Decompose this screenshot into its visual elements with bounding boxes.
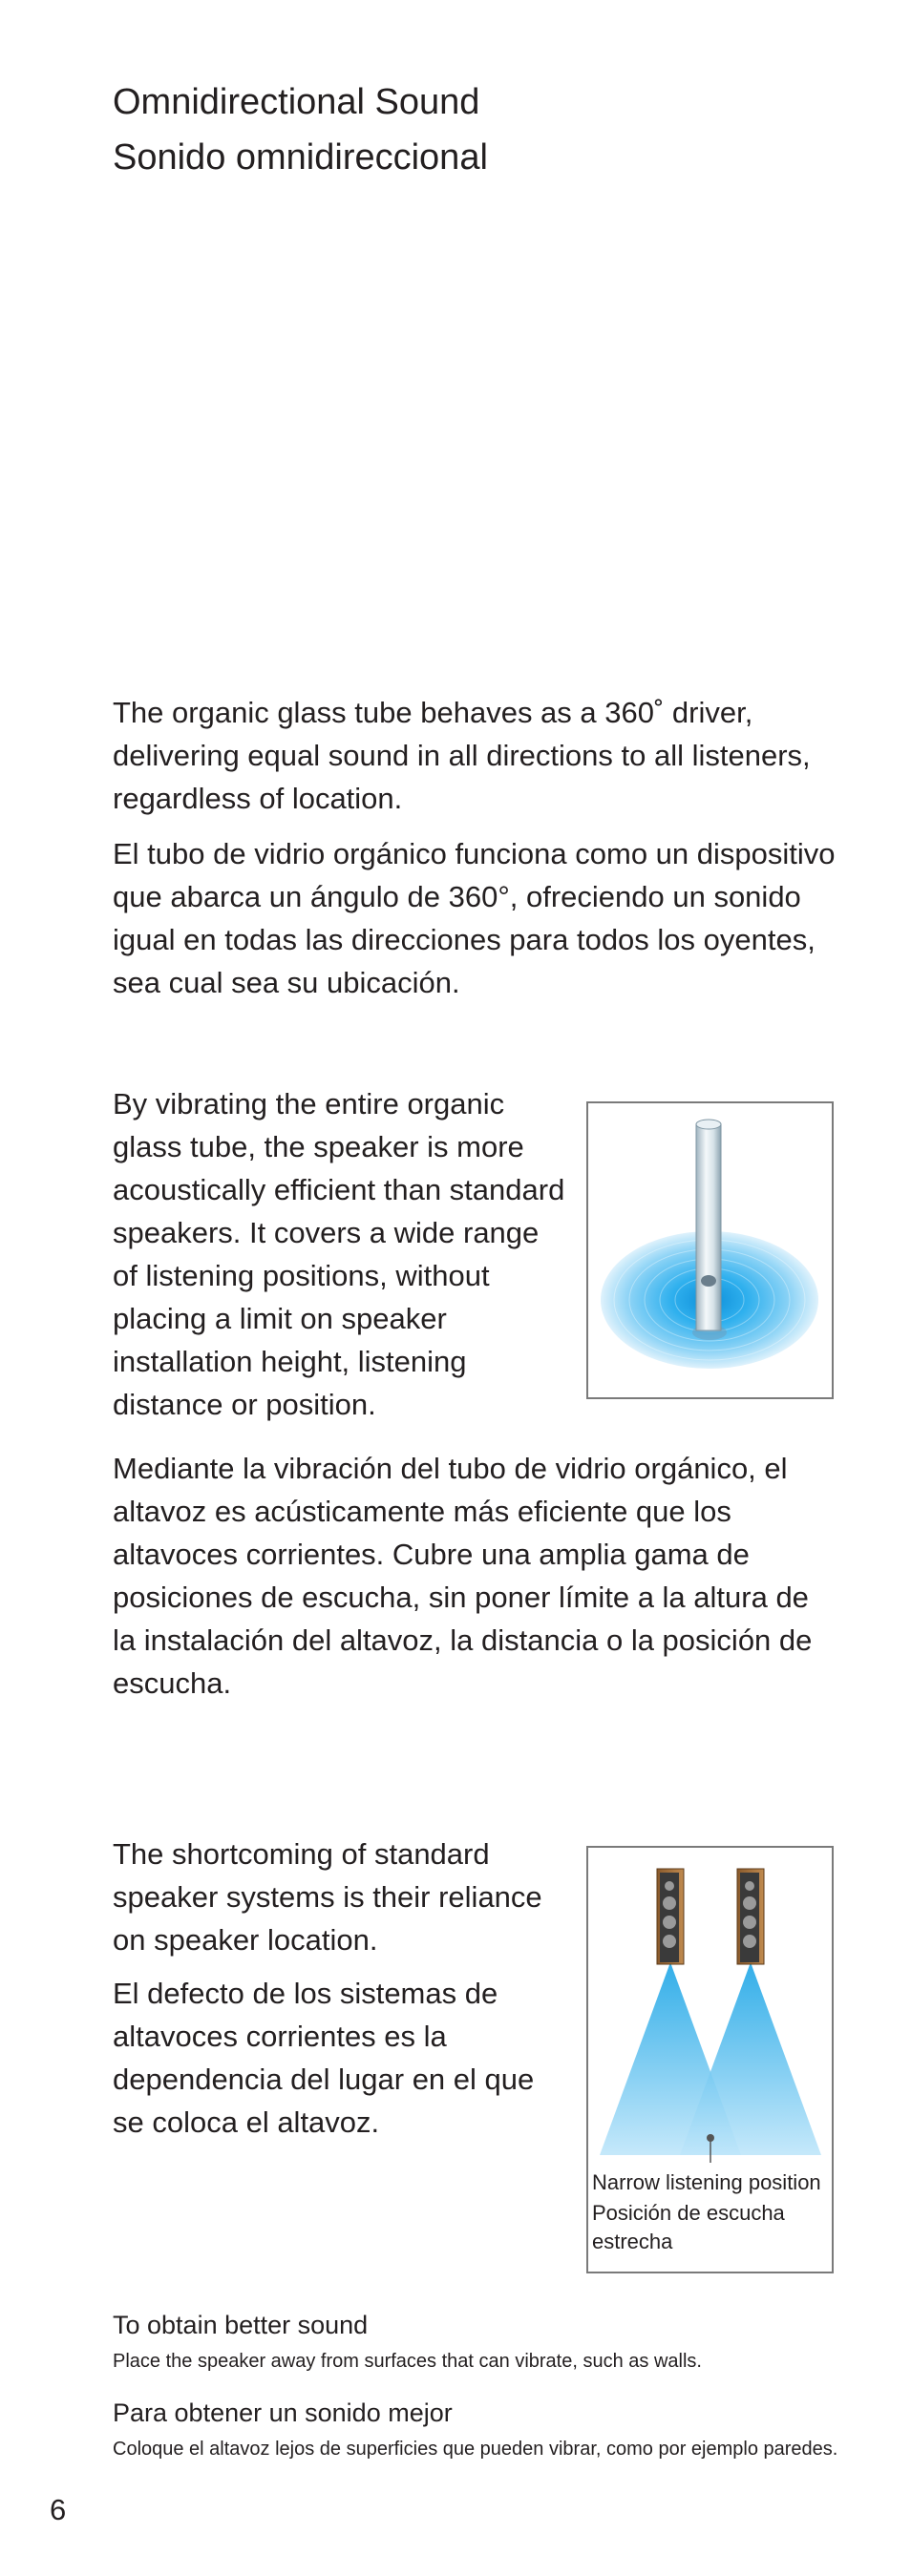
tip-body-es: Coloque el altavoz lejos de superficies que pueden vibrar, como por ejemplo paredes.	[113, 2439, 838, 2460]
page-title-en: Omnidirectional Sound	[113, 82, 480, 122]
shortcoming-paragraph-es: El defecto de los sistemas de altavoces corrientes es la dependencia del lugar en el que se coloca el altavoz.	[113, 1977, 535, 2139]
shortcoming-paragraph-en: The shortcoming of standard speaker systems is their reliance on speaker location.	[113, 1837, 542, 1957]
figure-caption-es: Posición de escucha estrecha	[592, 2201, 785, 2253]
tip-heading-en: To obtain better sound	[113, 2311, 369, 2339]
page-title-es: Sonido omnidireccional	[113, 137, 488, 178]
left-speaker-icon	[657, 1869, 684, 1964]
tip-heading-es: Para obtener un sonido mejor	[113, 2398, 453, 2427]
glass-tube	[696, 1124, 721, 1330]
right-speaker-icon	[737, 1869, 764, 1964]
standard-speakers-figure	[586, 1846, 834, 2273]
glass-tube-sound-illustration	[588, 1103, 832, 1397]
figure-caption-en: Narrow listening position	[592, 2170, 821, 2194]
speaker-coverage-illustration	[588, 1848, 832, 2163]
tip-body-en: Place the speaker away from surfaces that can vibrate, such as walls.	[113, 2351, 702, 2372]
intro-paragraph-en: The organic glass tube behaves as a 360˚ driver, delivering equal sound in all directions to all listeners, regardless of location.	[113, 696, 811, 815]
omnidirectional-tube-figure	[586, 1101, 834, 1399]
vibration-paragraph-en: By vibrating the entire organic glass tube, the speaker is more acoustically efficient than standard speakers. It covers a wide range of listening positions, without placing a limit on speaker installation height, listening distance or position.	[113, 1087, 565, 1421]
page-number: 6	[50, 2493, 67, 2526]
intro-paragraph-es: El tubo de vidrio orgánico funciona como un dispositivo que abarca un ángulo de 360°, ofreciendo un sonido igual en todas las direcciones para todos los oyentes, sea cual sea su ubicación.	[113, 837, 836, 999]
vibration-paragraph-es: Mediante la vibración del tubo de vidrio orgánico, el altavoz es acústicamente más eficiente que los altavoces corrientes. Cubre una amplia gama de posiciones de escucha, sin poner límite a la altura de la instalación del altavoz, la distancia o la posición de escucha.	[113, 1452, 813, 1700]
